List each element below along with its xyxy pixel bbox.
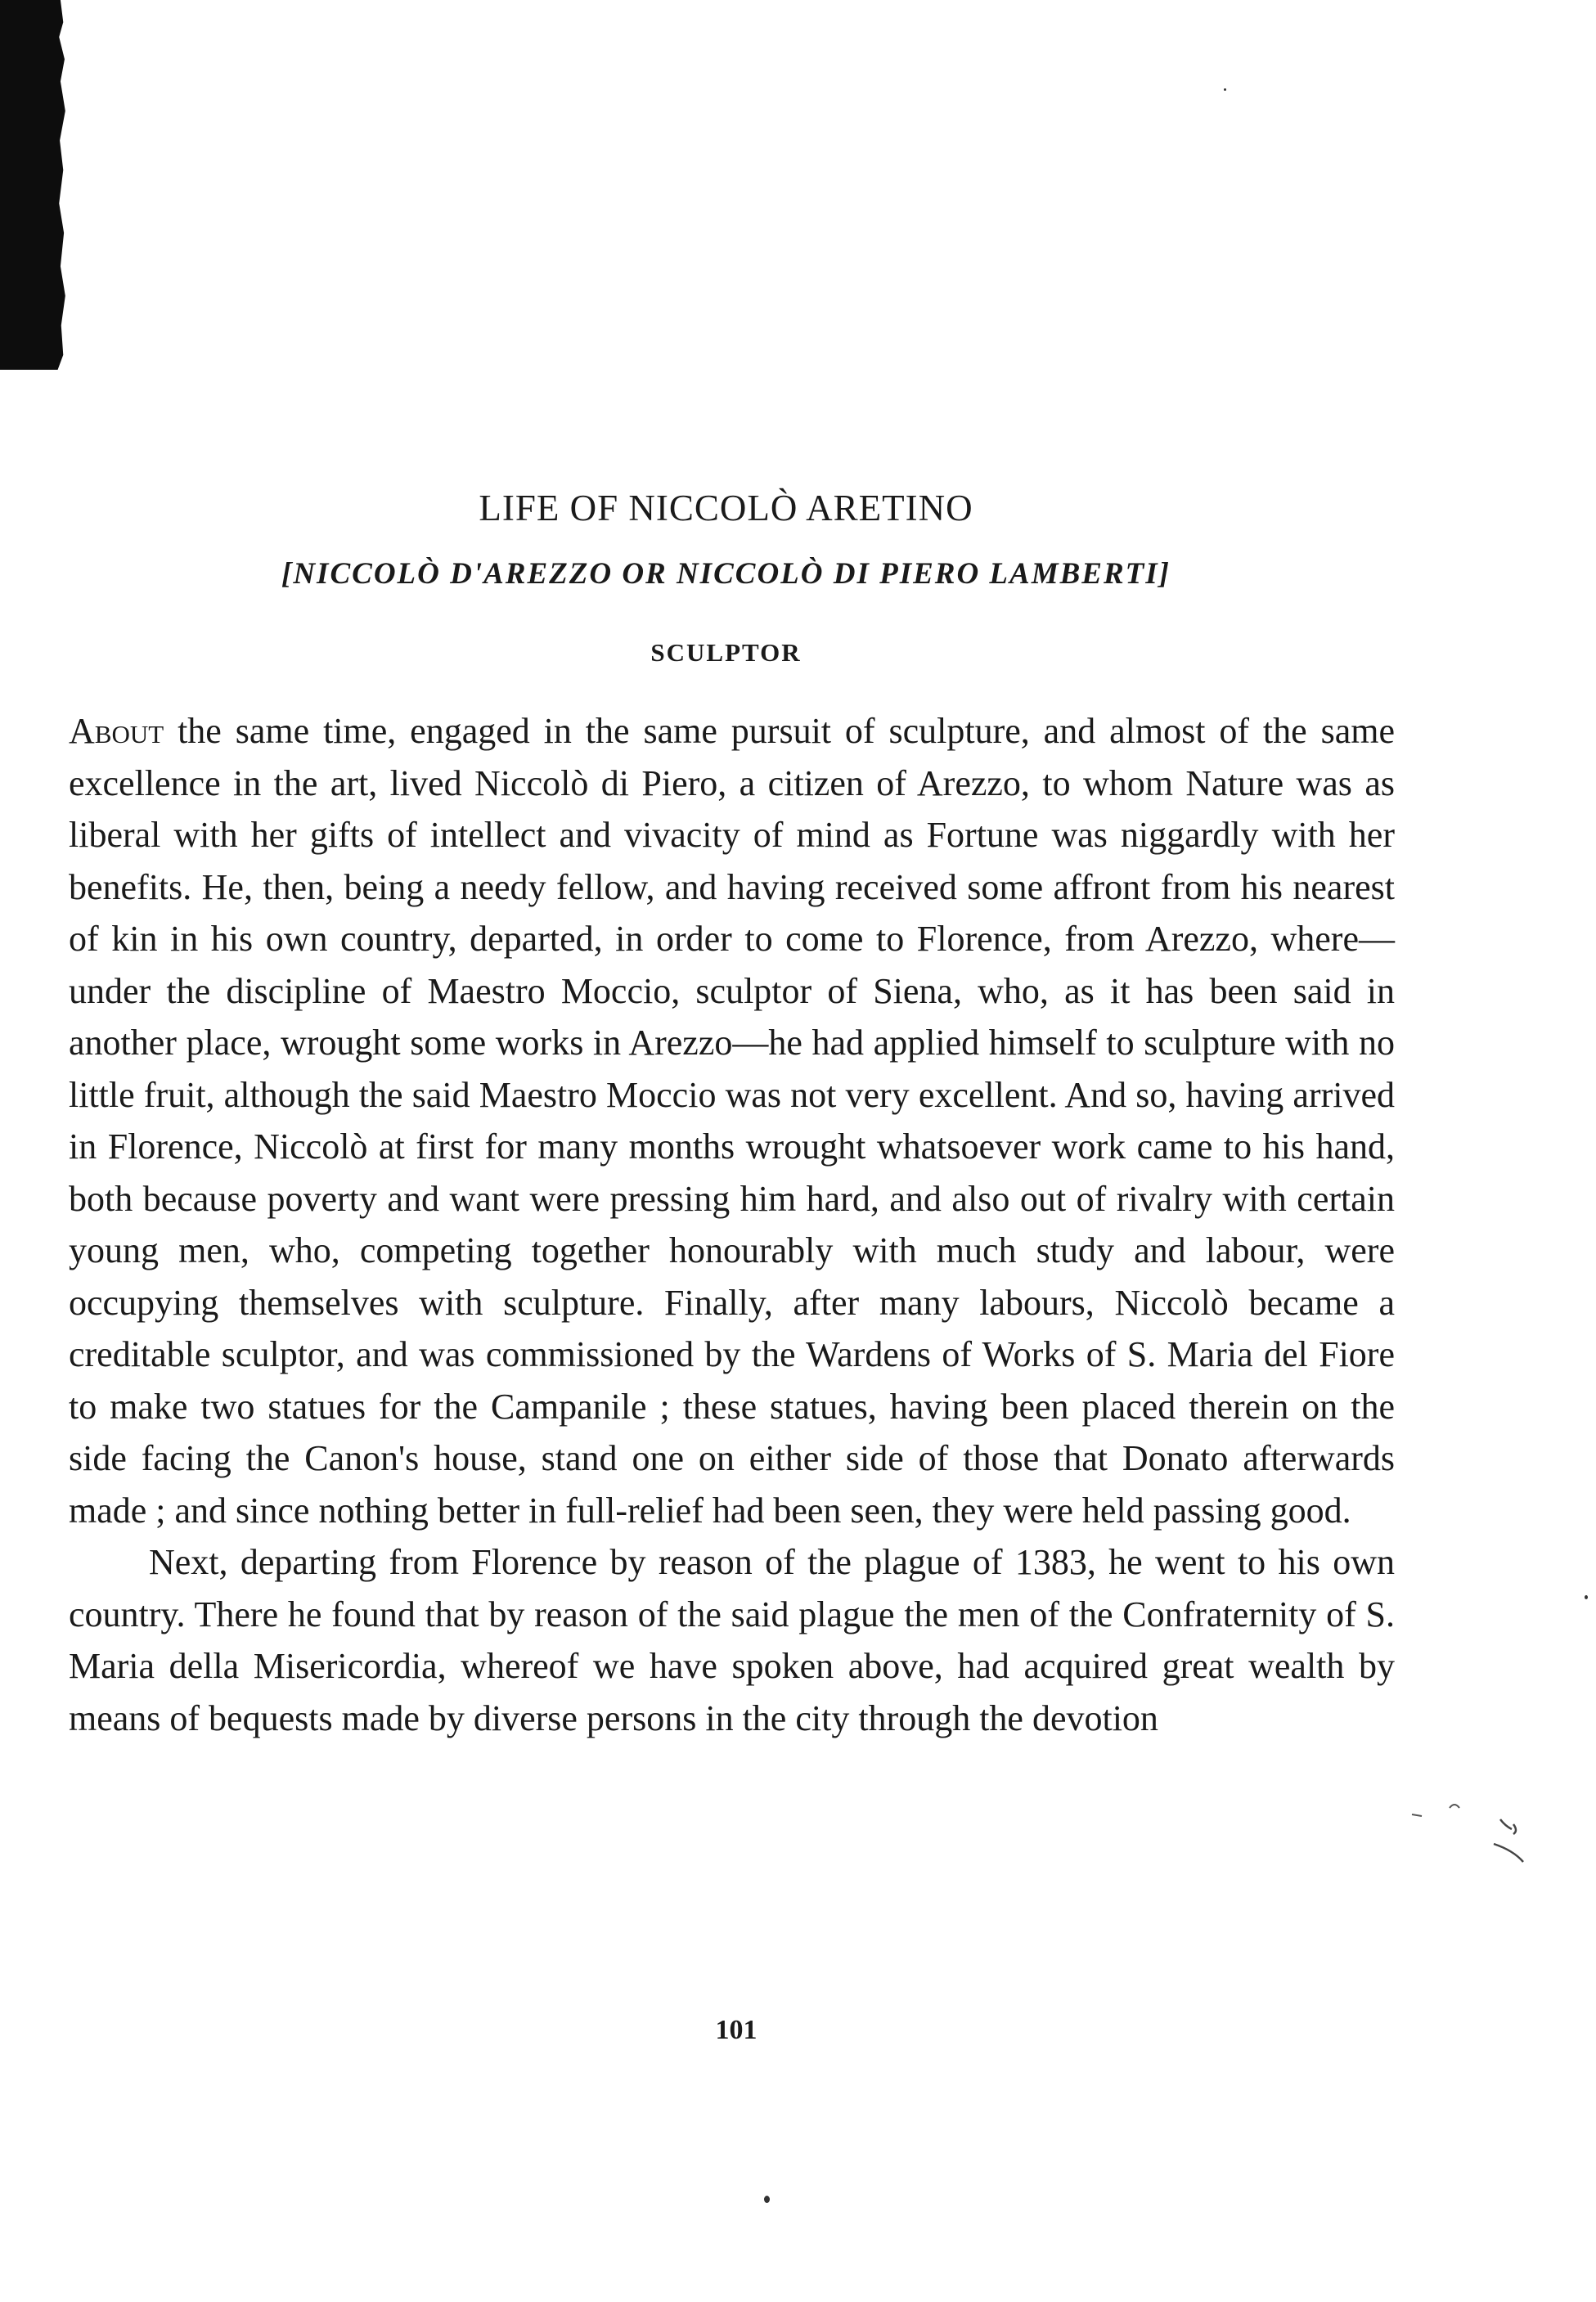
paragraph-text: the same time, engaged in the same pursuit of sculpture, and almost of the same excellence in the art, lived Niccolò di Piero, a citizen of Arezzo, to whom Nature was as liberal with her gifts of intellect and vivacity of mind as Fortune was niggardly with her benefits. He, then, being a needy fellow, and having received some affront from his nearest of kin in his own country, departed, in order to come to Florence, from Arezzo, where—under the discipline of Maestro Moccio, sculptor of Siena, who, as it has been said in another place, wrought some works in Arezzo—he had applied himself to sculpture with no little fruit, although the said Maestro Moccio was not very excellent. And so, having arrived in Florence, Niccolò at first for many months wrought whatsoever work came to his hand, both because poverty and want were pressing him hard, and also out of rivalry with certain young men, who, competing together honourably with much study and labour, were occupying themselves with sculpture. Finally, after many labours, Niccolò became a creditable sculptor, and was commissioned by the Wardens of Works of S. Maria del Fiore to make two statues for the Campanile ; these statues, having been placed therein on the side facing the Canon's house, stand one on either side of those that Donato afterwards made ; and since nothing better in full-relief had been seen, they were held passing good. bbox=[69, 711, 1395, 1531]
body-text bbox=[69, 705, 1395, 1744]
chapter-title: LIFE OF NICCOLÒ ARETINO bbox=[479, 488, 973, 528]
page-number: 101 bbox=[715, 2015, 758, 2045]
chapter-alternate-names: [NICCOLÒ D'AREZZO OR NICCOLÒ DI PIERO LAMBERTI] bbox=[281, 557, 1171, 591]
scan-speck bbox=[1224, 88, 1226, 91]
scan-speck bbox=[1585, 1595, 1588, 1599]
scan-speck bbox=[764, 2196, 770, 2203]
lead-word: About bbox=[69, 711, 164, 751]
handwritten-margin-mark bbox=[1409, 1796, 1540, 1886]
paragraph: Next, departing from Florence by reason of the plague of 1383, he went to his own country. There he found that by reason of the said plague the men of the Confraternity of S. Maria della Misericordia, whereof we have spoken above, had acquired great wealth by means of bequests made by diverse persons in the city through the devotion bbox=[69, 1542, 1395, 1738]
chapter-role: SCULPTOR bbox=[650, 638, 802, 667]
scan-binding-edge bbox=[0, 0, 69, 370]
paragraph bbox=[69, 705, 1395, 1536]
